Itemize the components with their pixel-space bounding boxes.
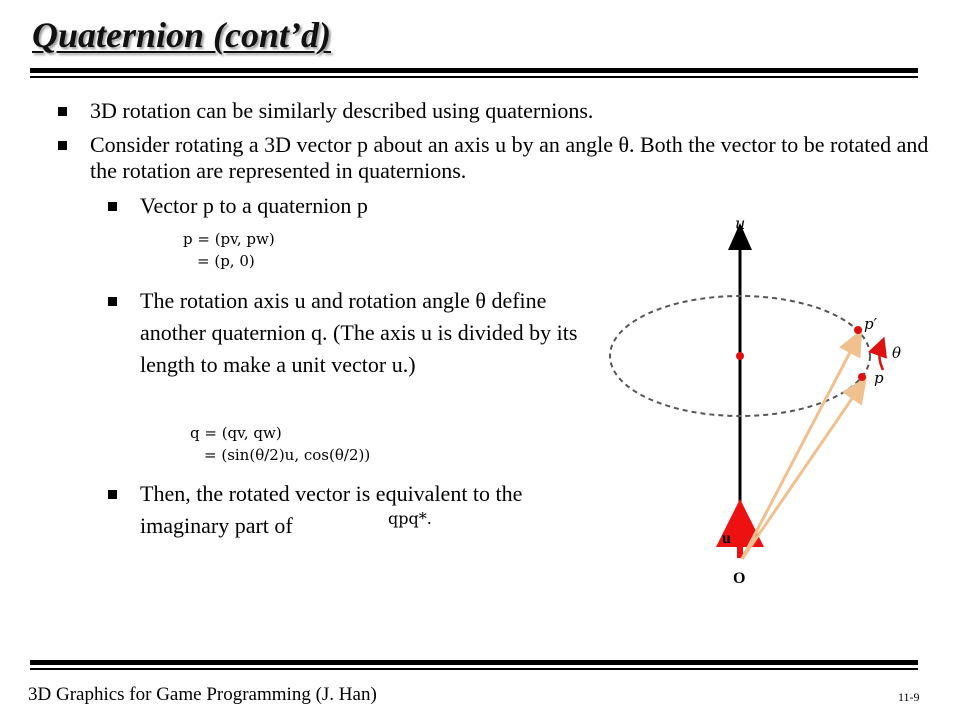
bullet-text: 3D rotation can be similarly described using quaternions. xyxy=(90,98,594,123)
point-p-prime xyxy=(854,326,862,334)
equation-qpq: qpq*. xyxy=(388,509,432,528)
rotation-diagram xyxy=(600,205,900,595)
bottom-rule-thin xyxy=(30,668,918,670)
bullet-square-icon xyxy=(108,202,117,211)
equation-q-line1: q = (qv, qw) xyxy=(190,424,282,442)
equation-p-line2: = (p, 0) xyxy=(197,252,255,270)
bullet-text: Then, the rotated vector is equivalent to the imaginary part of xyxy=(140,481,523,538)
top-rule-thin xyxy=(30,76,918,78)
sub-bullet-rotated-vector xyxy=(140,478,580,542)
rotated-vector-p-prime xyxy=(742,337,858,559)
equation-p-line1: p = (pv, pw) xyxy=(183,230,275,248)
label-theta: θ xyxy=(892,344,902,362)
footer-page-number: 11-9 xyxy=(898,690,920,704)
bullet-text: Consider rotating a 3D vector p about an axis u by an angle θ. Both the vector to be rotated and the rotation are represented in quaternions. xyxy=(90,132,929,183)
equation-q xyxy=(190,422,370,466)
vector-p xyxy=(742,384,862,559)
circle-center-point xyxy=(736,352,744,360)
label-unit-u: u xyxy=(722,530,731,547)
point-p xyxy=(858,373,866,381)
top-rule-thick xyxy=(30,68,918,73)
slide-title: Quaternion (cont’d) xyxy=(32,15,332,55)
bullet-text: The rotation axis u and rotation angle θ define another quaternion q. (The axis u is divided by its length to make a unit vector u.) xyxy=(140,288,578,377)
bullet-square-icon xyxy=(108,297,117,306)
bullet-quaternion-rotation xyxy=(90,98,930,124)
bullet-square-icon xyxy=(108,490,117,499)
label-p-prime: p′ xyxy=(864,315,878,333)
footer-course-title: 3D Graphics for Game Programming (J. Han) xyxy=(28,684,377,705)
equation-p xyxy=(183,228,275,272)
equation-q-line2: = (sin(θ/2)u, cos(θ/2)) xyxy=(204,446,371,464)
label-origin: O xyxy=(733,570,746,587)
rotation-angle-arc xyxy=(879,346,883,370)
sub-bullet-vector-to-quaternion xyxy=(140,193,560,219)
sub-bullet-rotation-axis xyxy=(140,285,580,381)
label-p: p xyxy=(874,369,884,387)
bullet-rotating-vector xyxy=(90,132,940,184)
bottom-rule-thick xyxy=(30,660,918,665)
axis-label-u: u xyxy=(735,214,746,233)
bullet-text: Vector p to a quaternion p xyxy=(140,193,368,218)
bullet-square-icon xyxy=(58,141,67,150)
bullet-square-icon xyxy=(58,107,67,116)
